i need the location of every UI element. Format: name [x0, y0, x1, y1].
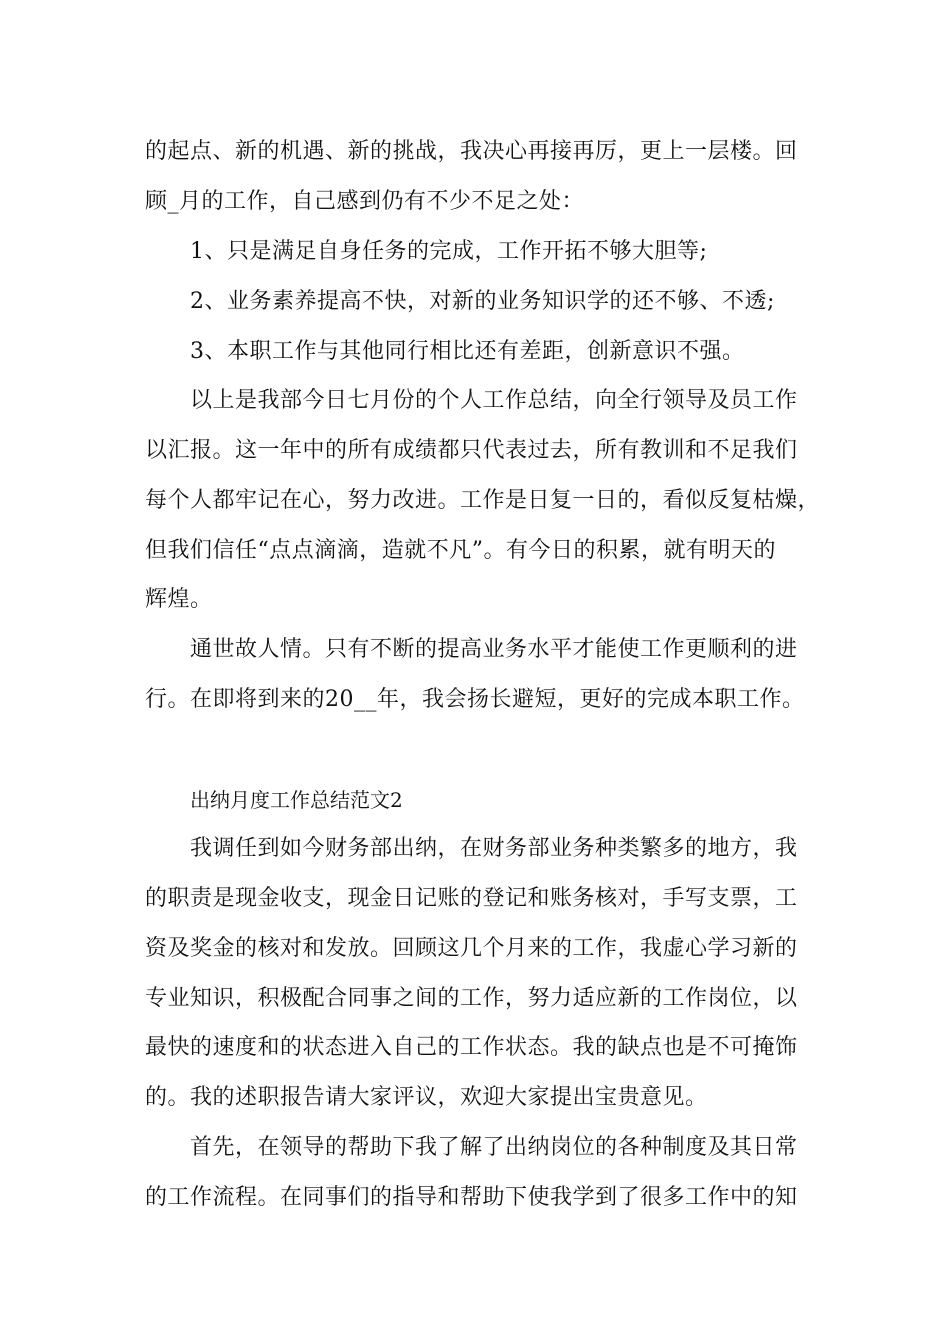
paragraph-line: 通世故人情。只有不断的提高业务水平才能使工作更顺利的进 — [190, 637, 798, 662]
list-item: 1、只是满足自身任务的完成，工作开拓不够大胆等; — [190, 239, 708, 264]
paragraph-line: 顾_月的工作，自己感到仍有不少不足之处： — [145, 189, 585, 214]
list-item: 2、业务素养提高不快，对新的业务知识学的还不够、不透; — [190, 289, 775, 314]
paragraph-line: 资及奖金的核对和发放。回顾这几个月来的工作，我虚心学习新的 — [145, 936, 798, 961]
paragraph-line: 每个人都牢记在心，努力改进。工作是日复一日的，看似反复枯燥， — [145, 488, 821, 513]
paragraph-line: 的职责是现金收支，现金日记账的登记和账务核对，手写支票，工 — [145, 886, 798, 911]
section-heading: 出纳月度工作总结范文2 — [190, 788, 403, 812]
paragraph-line: 的。我的述职报告请大家评议，欢迎大家提出宝贵意见。 — [145, 1085, 708, 1110]
paragraph-line: 的工作流程。在同事们的指导和帮助下使我学到了很多工作中的知 — [145, 1185, 798, 1210]
paragraph-line: 专业知识，积极配合同事之间的工作，努力适应新的工作岗位，以 — [145, 986, 798, 1011]
paragraph-line: 行。在即将到来的20__年，我会扬长避短，更好的完成本职工作。 — [145, 687, 805, 712]
paragraph-line: 我调任到如今财务部出纳，在财务部业务种类繁多的地方，我 — [190, 836, 798, 861]
paragraph-line: 首先，在领导的帮助下我了解了出纳岗位的各种制度及其日常 — [190, 1135, 798, 1160]
paragraph-line: 辉煌。 — [145, 587, 213, 612]
paragraph-line: 但我们信任“点点滴滴，造就不凡”。有今日的积累，就有明天的 — [145, 538, 776, 563]
paragraph-line: 以汇报。这一年中的所有成绩都只代表过去，所有教训和不足我们 — [145, 438, 798, 463]
paragraph-line: 以上是我部今日七月份的个人工作总结，向全行领导及员工作 — [190, 388, 798, 413]
paragraph-line: 最快的速度和的状态进入自己的工作状态。我的缺点也是不可掩饰 — [145, 1035, 798, 1060]
list-item: 3、本职工作与其他同行相比还有差距，创新意识不强。 — [190, 339, 745, 364]
paragraph-line: 的起点、新的机遇、新的挑战，我决心再接再厉，更上一层楼。回 — [145, 139, 798, 164]
